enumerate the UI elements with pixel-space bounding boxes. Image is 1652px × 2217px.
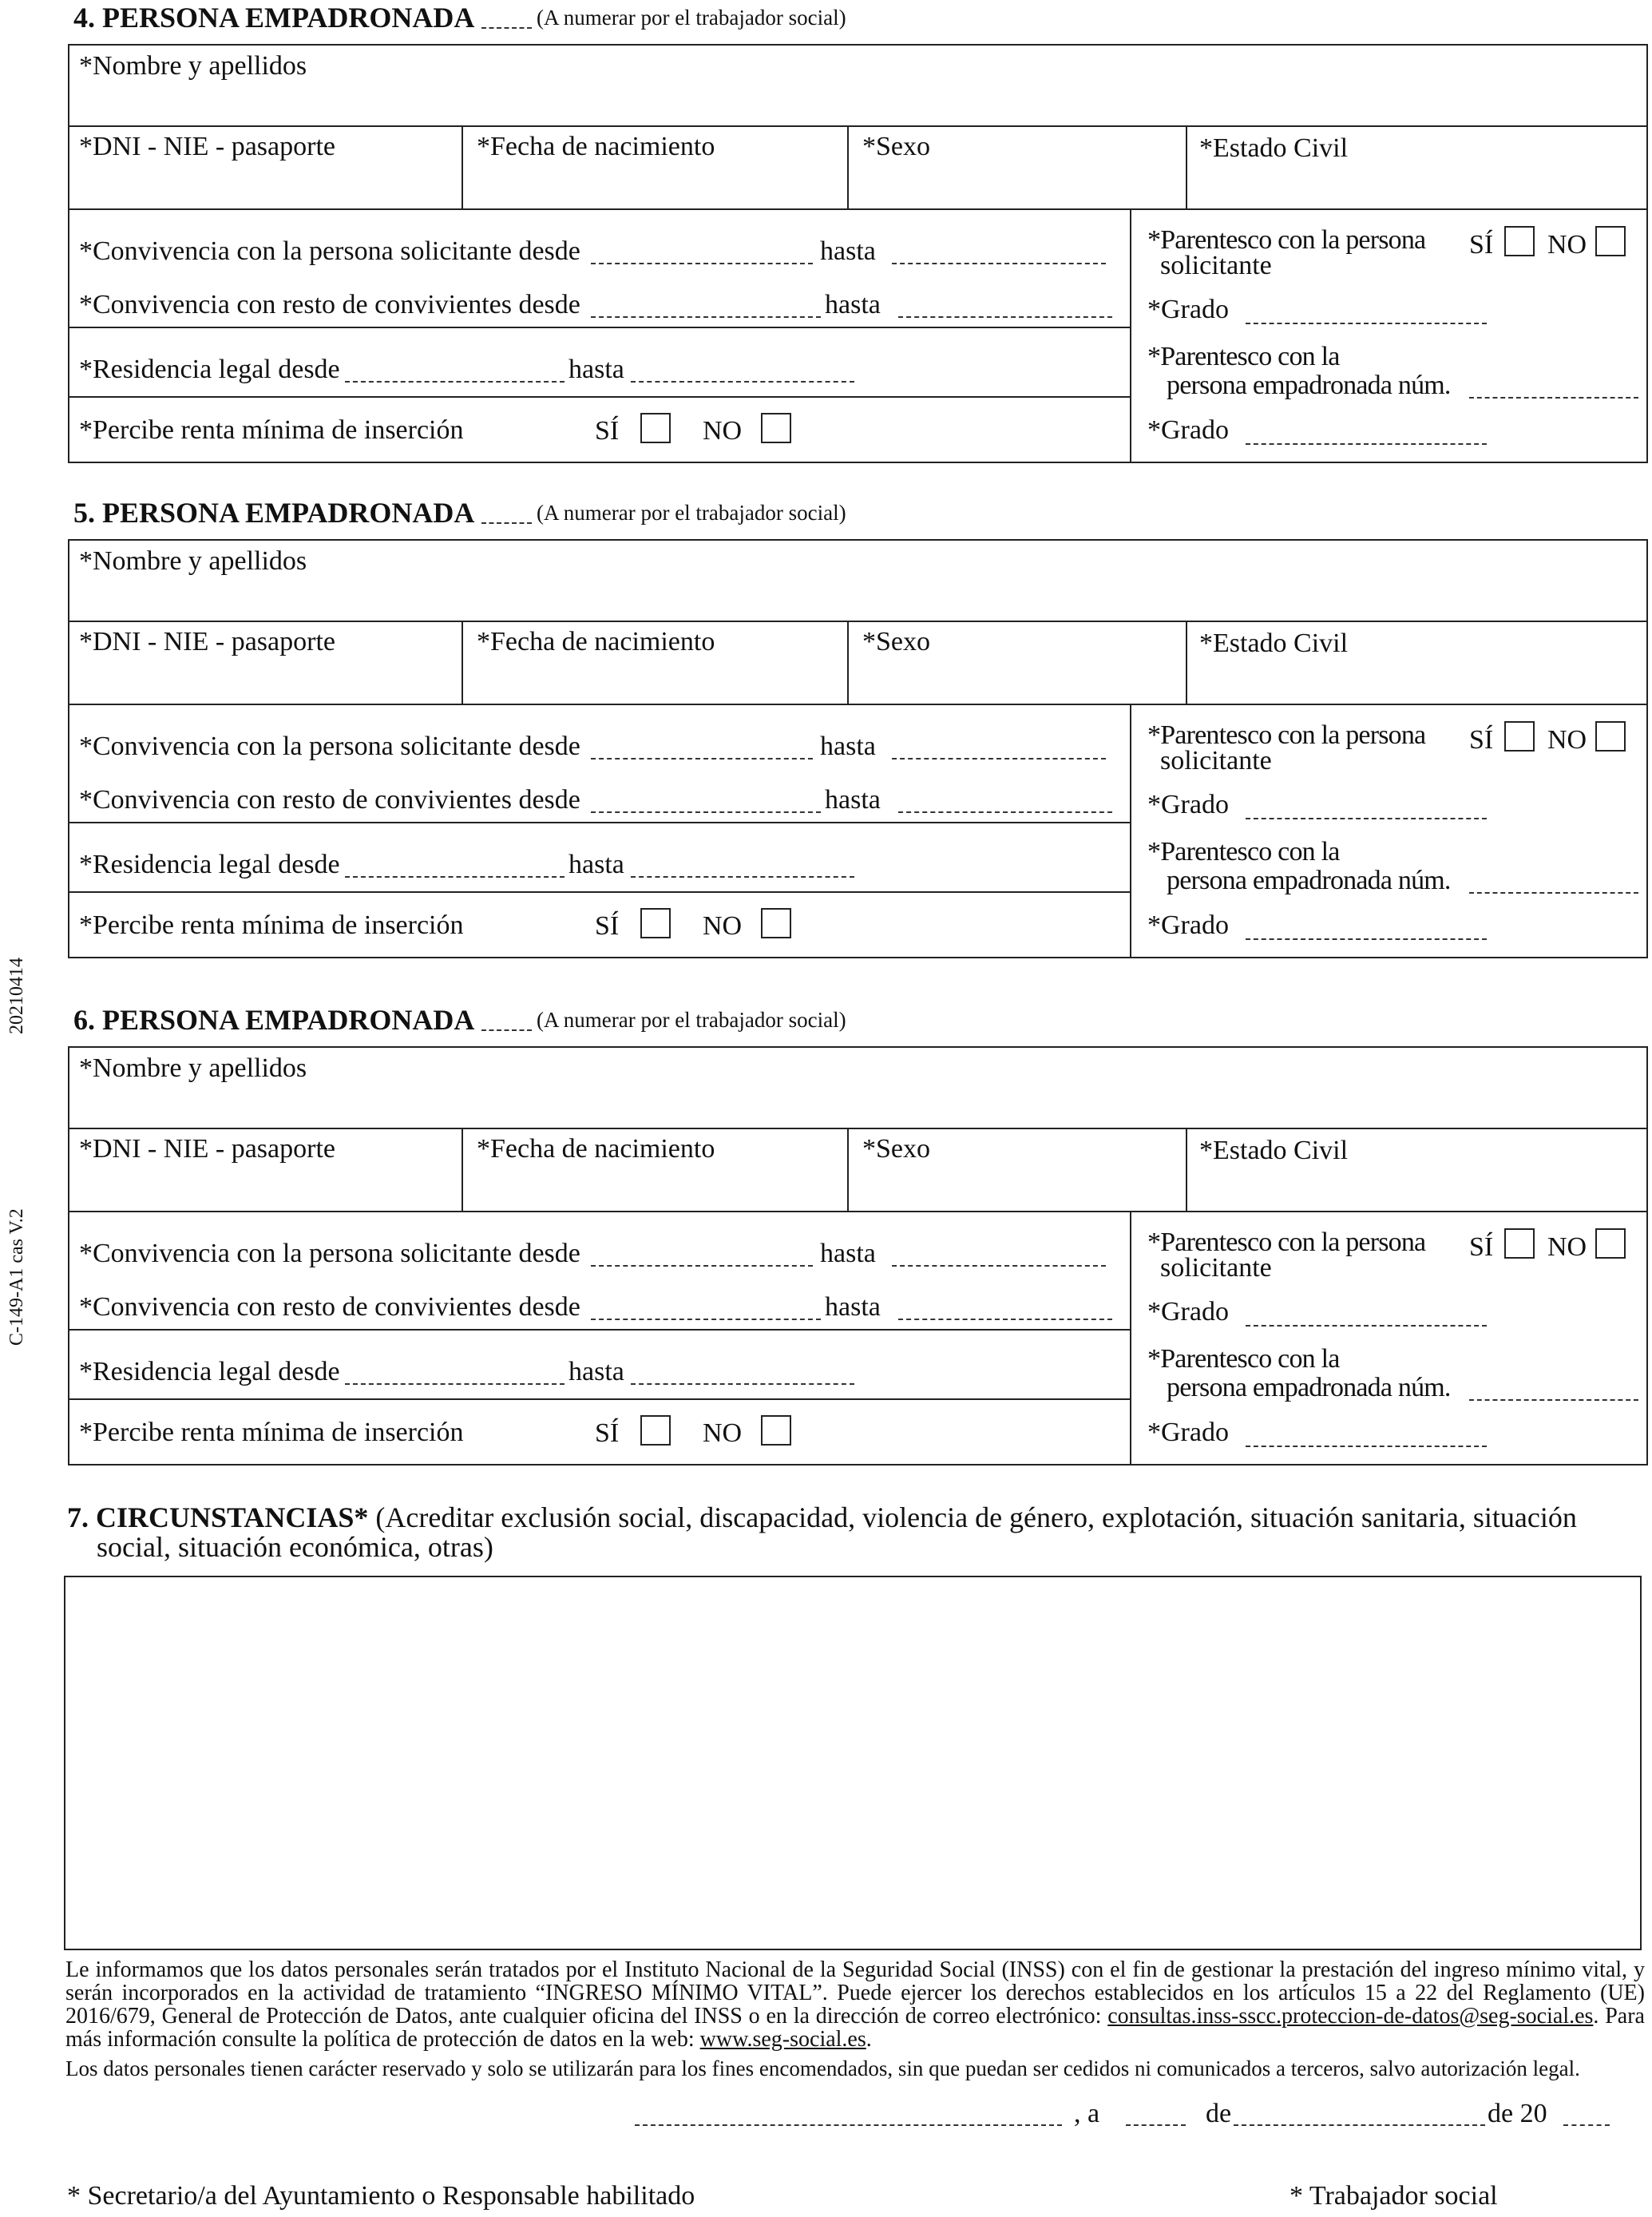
convivencia-resto-desde-field[interactable] bbox=[591, 811, 821, 813]
parentesco-solicitante-label: *Parentesco con la persona bbox=[1147, 225, 1426, 255]
no-label: NO bbox=[703, 911, 743, 941]
residencia-desde-field[interactable] bbox=[345, 381, 565, 383]
hasta-label: hasta bbox=[568, 355, 624, 384]
hasta-label: hasta bbox=[825, 290, 881, 319]
nombre-field[interactable] bbox=[72, 1086, 1643, 1124]
comma-a-label: , a bbox=[1074, 2099, 1100, 2128]
grado-label: *Grado bbox=[1147, 1297, 1229, 1327]
si-label: SÍ bbox=[1469, 725, 1494, 755]
no-label: NO bbox=[703, 416, 743, 446]
estado-civil-label: *Estado Civil bbox=[1199, 1136, 1349, 1165]
hasta-label: hasta bbox=[820, 732, 876, 761]
sexo-label: *Sexo bbox=[862, 1134, 930, 1164]
parentesco-empadronada-label: *Parentesco con la bbox=[1147, 1344, 1340, 1374]
convivencia-solicitante-desde-field[interactable] bbox=[591, 1265, 813, 1267]
renta-no-checkbox[interactable] bbox=[761, 413, 791, 443]
year-field[interactable] bbox=[1563, 2124, 1610, 2126]
residencia-desde-field[interactable] bbox=[345, 876, 565, 878]
circunstancias-textarea[interactable] bbox=[64, 1576, 1642, 1950]
section-note: (A numerar por el trabajador social) bbox=[537, 1008, 846, 1032]
convivencia-resto-label: *Convivencia con resto de convivientes desde bbox=[79, 1292, 580, 1322]
renta-minima-label: *Percibe renta mínima de inserción bbox=[79, 1418, 464, 1447]
parentesco-solicitante-label-2: solicitante bbox=[1160, 746, 1272, 775]
convivencia-resto-label: *Convivencia con resto de convivientes desde bbox=[79, 290, 580, 319]
circunstancias-title: 7. CIRCUNSTANCIAS* (Acreditar exclusión social, discapacidad, violencia de género, explotación, situación sanitaria, situación bbox=[67, 1501, 1577, 1533]
estado-civil-label: *Estado Civil bbox=[1199, 133, 1349, 163]
renta-minima-label: *Percibe renta mínima de inserción bbox=[79, 415, 464, 445]
section-header: 5. PERSONA EMPADRONADA bbox=[73, 497, 475, 529]
fecha-nacimiento-label: *Fecha de nacimiento bbox=[477, 627, 715, 656]
residencia-legal-label: *Residencia legal desde bbox=[79, 355, 340, 384]
grado-empadronada-field[interactable] bbox=[1246, 443, 1487, 445]
section-note: (A numerar por el trabajador social) bbox=[537, 501, 846, 525]
hasta-label: hasta bbox=[820, 1239, 876, 1268]
residencia-hasta-field[interactable] bbox=[631, 381, 854, 383]
residencia-desde-field[interactable] bbox=[345, 1383, 565, 1385]
renta-no-checkbox[interactable] bbox=[761, 1415, 791, 1446]
section-note: (A numerar por el trabajador social) bbox=[537, 6, 846, 30]
empadronada-num-field[interactable] bbox=[1469, 1399, 1638, 1401]
de-label: de bbox=[1206, 2099, 1232, 2128]
convivencia-resto-hasta-field[interactable] bbox=[898, 1319, 1112, 1320]
si-label: SÍ bbox=[1469, 230, 1494, 260]
renta-si-checkbox[interactable] bbox=[640, 1415, 671, 1446]
privacy-web-link[interactable]: www.seg-social.es bbox=[699, 2027, 866, 2052]
parentesco-no-checkbox[interactable] bbox=[1595, 1228, 1626, 1259]
no-label: NO bbox=[1547, 230, 1587, 260]
trabajador-signature-label: * Trabajador social bbox=[1290, 2181, 1498, 2211]
convivencia-resto-label: *Convivencia con resto de convivientes desde bbox=[79, 785, 580, 815]
nombre-field[interactable] bbox=[72, 579, 1643, 617]
grado-solicitante-field[interactable] bbox=[1246, 818, 1487, 819]
convivencia-resto-hasta-field[interactable] bbox=[898, 316, 1112, 318]
parentesco-si-checkbox[interactable] bbox=[1504, 1228, 1535, 1259]
form-version-code: C-149-A1 cas V.2 bbox=[6, 1208, 27, 1346]
parentesco-solicitante-label: *Parentesco con la persona bbox=[1147, 1227, 1426, 1257]
convivencia-solicitante-hasta-field[interactable] bbox=[892, 758, 1106, 759]
parentesco-si-checkbox[interactable] bbox=[1504, 226, 1535, 256]
privacy-notice: Le informamos que los datos personales serán tratados por el Instituto Nacional de la Seguridad Social (INSS) con el fin de gestionar la prestación del ingreso mínimo vital, y serán incorporados en la actividad de tratamiento “INGRESO MÍNIMO VITAL”. Puede ejercer los derechos establecidos en los artículos 15 a 22 del Reglamento (UE) 2016/679, General de Protección de Datos, ante cualquier oficina del INSS o en la dirección de correo electrónico: consultas.inss-sscc.proteccion-de-datos@seg-social.es. Para más información consulte la política de protección de datos en la web: www.seg-social.es. bbox=[65, 1957, 1645, 2052]
sexo-label: *Sexo bbox=[862, 627, 930, 656]
month-field[interactable] bbox=[1234, 2124, 1485, 2126]
dni-label: *DNI - NIE - pasaporte bbox=[79, 627, 335, 656]
grado-label: *Grado bbox=[1147, 910, 1229, 940]
convivencia-solicitante-hasta-field[interactable] bbox=[892, 263, 1106, 264]
parentesco-empadronada-label-2: persona empadronada núm. bbox=[1167, 1373, 1451, 1402]
si-label: SÍ bbox=[595, 1418, 620, 1448]
dni-label: *DNI - NIE - pasaporte bbox=[79, 132, 335, 161]
fecha-nacimiento-label: *Fecha de nacimiento bbox=[477, 132, 715, 161]
grado-label: *Grado bbox=[1147, 1418, 1229, 1447]
persona-number-field[interactable] bbox=[481, 522, 532, 524]
convivencia-resto-desde-field[interactable] bbox=[591, 1319, 821, 1320]
grado-label: *Grado bbox=[1147, 790, 1229, 819]
persona-number-field[interactable] bbox=[481, 27, 532, 29]
renta-si-checkbox[interactable] bbox=[640, 908, 671, 938]
convivencia-solicitante-desde-field[interactable] bbox=[591, 263, 813, 264]
no-label: NO bbox=[703, 1418, 743, 1448]
nombre-label: *Nombre y apellidos bbox=[79, 51, 307, 81]
residencia-legal-label: *Residencia legal desde bbox=[79, 1357, 340, 1386]
empadronada-num-field[interactable] bbox=[1469, 892, 1638, 894]
si-label: SÍ bbox=[1469, 1232, 1494, 1262]
day-field[interactable] bbox=[1126, 2124, 1186, 2126]
hasta-label: hasta bbox=[820, 236, 876, 266]
grado-solicitante-field[interactable] bbox=[1246, 1325, 1487, 1327]
persona-number-field[interactable] bbox=[481, 1029, 532, 1031]
convivencia-resto-hasta-field[interactable] bbox=[898, 811, 1112, 813]
grado-label: *Grado bbox=[1147, 415, 1229, 445]
parentesco-solicitante-label-2: solicitante bbox=[1160, 251, 1272, 280]
hasta-label: hasta bbox=[568, 1357, 624, 1386]
grado-label: *Grado bbox=[1147, 295, 1229, 324]
convivencia-solicitante-hasta-field[interactable] bbox=[892, 1265, 1106, 1267]
section-header: 6. PERSONA EMPADRONADA bbox=[73, 1004, 475, 1036]
parentesco-empadronada-label: *Parentesco con la bbox=[1147, 342, 1340, 371]
nombre-label: *Nombre y apellidos bbox=[79, 1053, 307, 1083]
si-label: SÍ bbox=[595, 911, 620, 941]
hasta-label: hasta bbox=[568, 850, 624, 879]
residencia-hasta-field[interactable] bbox=[631, 1383, 854, 1385]
no-label: NO bbox=[1547, 1232, 1587, 1262]
grado-empadronada-field[interactable] bbox=[1246, 1446, 1487, 1447]
fecha-nacimiento-label: *Fecha de nacimiento bbox=[477, 1134, 715, 1164]
grado-solicitante-field[interactable] bbox=[1246, 323, 1487, 324]
place-field[interactable] bbox=[635, 2124, 1062, 2126]
de20-label: de 20 bbox=[1488, 2099, 1547, 2128]
renta-no-checkbox[interactable] bbox=[761, 908, 791, 938]
estado-civil-label: *Estado Civil bbox=[1199, 629, 1349, 658]
parentesco-empadronada-label-2: persona empadronada núm. bbox=[1167, 371, 1451, 400]
convivencia-solicitante-desde-field[interactable] bbox=[591, 758, 813, 759]
parentesco-solicitante-label: *Parentesco con la persona bbox=[1147, 720, 1426, 750]
residencia-legal-label: *Residencia legal desde bbox=[79, 850, 340, 879]
convivencia-solicitante-label: *Convivencia con la persona solicitante desde bbox=[79, 236, 580, 266]
renta-minima-label: *Percibe renta mínima de inserción bbox=[79, 910, 464, 940]
hasta-label: hasta bbox=[825, 1292, 881, 1322]
secretario-signature-label: * Secretario/a del Ayuntamiento o Responsable habilitado bbox=[67, 2181, 695, 2211]
no-label: NO bbox=[1547, 725, 1587, 755]
dni-label: *DNI - NIE - pasaporte bbox=[79, 1134, 335, 1164]
privacy-email-link[interactable]: consultas.inss-sscc.proteccion-de-datos@seg-social.es bbox=[1107, 2004, 1594, 2029]
nombre-field[interactable] bbox=[72, 84, 1643, 122]
parentesco-solicitante-label-2: solicitante bbox=[1160, 1253, 1272, 1283]
convivencia-solicitante-label: *Convivencia con la persona solicitante desde bbox=[79, 732, 580, 761]
residencia-hasta-field[interactable] bbox=[631, 876, 854, 878]
section-header: 4. PERSONA EMPADRONADA bbox=[73, 2, 475, 34]
parentesco-empadronada-label: *Parentesco con la bbox=[1147, 837, 1340, 867]
parentesco-no-checkbox[interactable] bbox=[1595, 721, 1626, 752]
grado-empadronada-field[interactable] bbox=[1246, 938, 1487, 940]
convivencia-resto-desde-field[interactable] bbox=[591, 316, 821, 318]
convivencia-solicitante-label: *Convivencia con la persona solicitante desde bbox=[79, 1239, 580, 1268]
renta-si-checkbox[interactable] bbox=[640, 413, 671, 443]
hasta-label: hasta bbox=[825, 785, 881, 815]
empadronada-num-field[interactable] bbox=[1469, 397, 1638, 399]
privacy-notice-2: Los datos personales tienen carácter reservado y solo se utilizarán para los fines encomendados, sin que puedan ser cedidos ni comunicados a terceros, salvo autorización legal. bbox=[65, 2056, 1580, 2080]
circunstancias-subtitle: social, situación económica, otras) bbox=[97, 1531, 493, 1563]
si-label: SÍ bbox=[595, 416, 620, 446]
parentesco-no-checkbox[interactable] bbox=[1595, 226, 1626, 256]
form-date-code: 20210414 bbox=[6, 958, 27, 1034]
parentesco-empadronada-label-2: persona empadronada núm. bbox=[1167, 866, 1451, 895]
nombre-label: *Nombre y apellidos bbox=[79, 546, 307, 576]
parentesco-si-checkbox[interactable] bbox=[1504, 721, 1535, 752]
sexo-label: *Sexo bbox=[862, 132, 930, 161]
